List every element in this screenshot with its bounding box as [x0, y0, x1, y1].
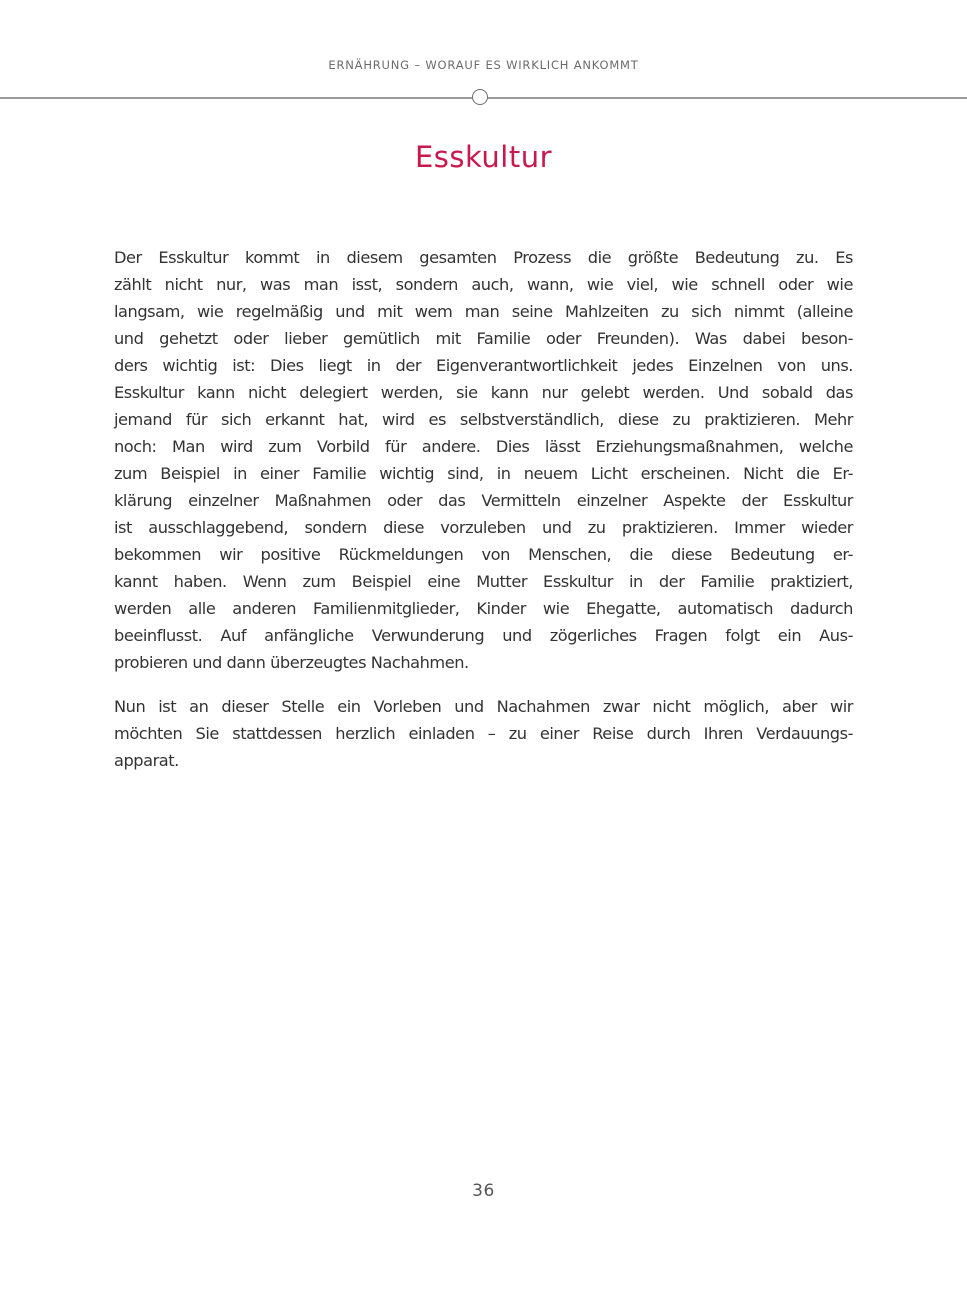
- page-number: 36: [472, 1181, 495, 1201]
- text-line: werden alle anderen Familienmitglieder, Kinder wie Ehegatte, automatisch dadurch: [114, 599, 853, 618]
- text-line: Nun ist an dieser Stelle ein Vorleben und Nachahmen zwar nicht möglich, aber wir: [114, 697, 853, 716]
- text-line: zum Beispiel in einer Familie wichtig sind, in neuem Licht erscheinen. Nicht die Er-: [114, 464, 853, 483]
- text-line: kannt haben. Wenn zum Beispiel eine Mutter Esskultur in der Familie praktiziert,: [114, 572, 853, 591]
- paragraph-1: [114, 244, 853, 676]
- paragraph-2: [114, 693, 853, 774]
- header-divider-circle-ornament: [472, 89, 488, 105]
- text-line: klärung einzelner Maßnahmen oder das Vermitteln einzelner Aspekte der Esskultur: [114, 491, 853, 510]
- text-line: ist ausschlaggebend, sondern diese vorzuleben und zu praktizieren. Immer wieder: [114, 518, 853, 537]
- running-header: ERNÄHRUNG – WORAUF ES WIRKLICH ANKOMMT: [328, 58, 639, 72]
- text-line: und gehetzt oder lieber gemütlich mit Familie oder Freunden). Was dabei beson-: [114, 329, 853, 348]
- text-line: ders wichtig ist: Dies liegt in der Eigenverantwortlichkeit jedes Einzelnen von uns.: [114, 356, 853, 375]
- text-line: möchten Sie stattdessen herzlich einladen – zu einer Reise durch Ihren Verdauungs-: [114, 724, 853, 743]
- body-text: [114, 244, 853, 791]
- text-line: langsam, wie regelmäßig und mit wem man seine Mahlzeiten zu sich nimmt (alleine: [114, 302, 853, 321]
- text-line: probieren und dann überzeugtes Nachahmen.: [114, 653, 469, 672]
- text-line: Esskultur kann nicht delegiert werden, sie kann nur gelebt werden. Und sobald das: [114, 383, 853, 402]
- text-line: apparat.: [114, 751, 179, 770]
- text-line: zählt nicht nur, was man isst, sondern auch, wann, wie viel, wie schnell oder wie: [114, 275, 853, 294]
- chapter-title: Esskultur: [414, 140, 553, 174]
- text-line: Der Esskultur kommt in diesem gesamten Prozess die größte Bedeutung zu. Es: [114, 248, 853, 267]
- text-line: noch: Man wird zum Vorbild für andere. Dies lässt Erziehungsmaßnahmen, welche: [114, 437, 853, 456]
- text-line: beeinflusst. Auf anfängliche Verwunderung und zögerliches Fragen folgt ein Aus-: [114, 626, 853, 645]
- text-line: jemand für sich erkannt hat, wird es selbstverständlich, diese zu praktizieren. Mehr: [114, 410, 853, 429]
- text-line: bekommen wir positive Rückmeldungen von Menschen, die diese Bedeutung er-: [114, 545, 853, 564]
